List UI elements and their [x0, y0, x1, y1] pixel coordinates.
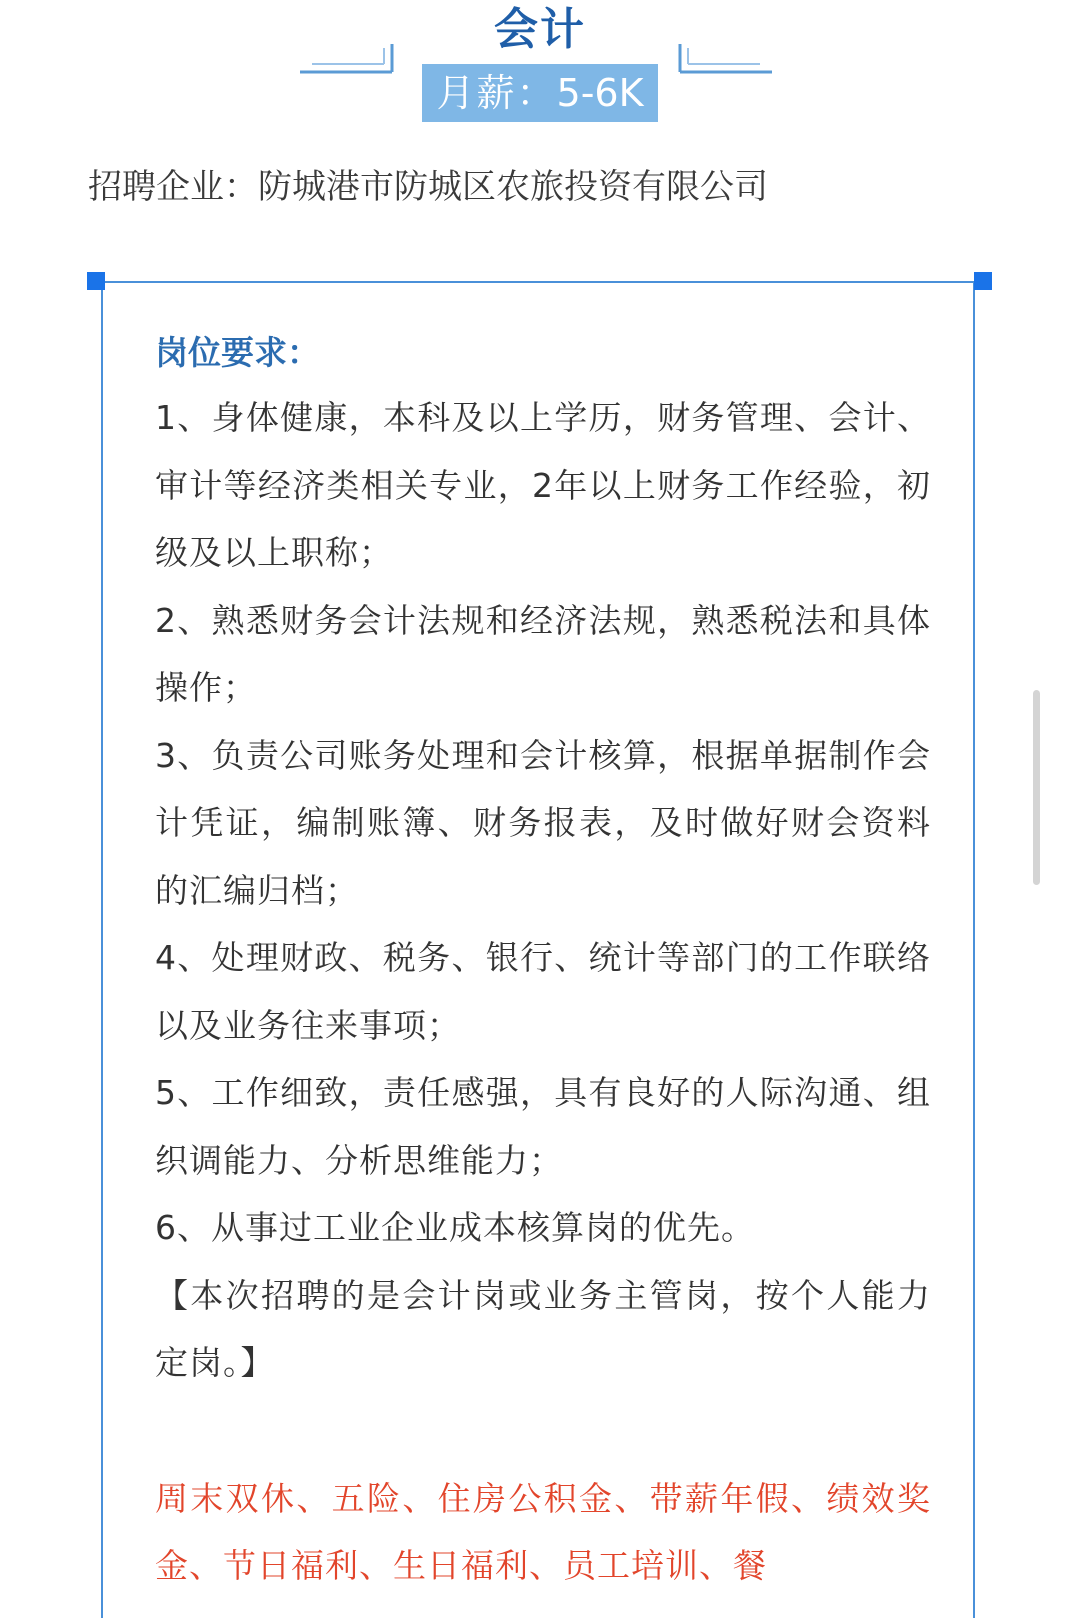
- scrollbar-thumb[interactable]: [1033, 690, 1040, 885]
- box-corner-handle-right: [974, 272, 992, 290]
- salary-badge: [422, 64, 658, 122]
- title-decoration-right: [676, 44, 772, 76]
- requirement-item: 2、熟悉财务会计法规和经济法规，熟悉税法和具体操作；: [155, 600, 931, 707]
- benefits-text: 周末双休、五险、住房公积金、带薪年假、绩效奖金、节日福利、生日福利、员工培训、餐: [155, 1478, 931, 1585]
- requirement-item: 6、从事过工业企业成本核算岗的优先。: [155, 1208, 755, 1247]
- salary-label: 月薪：: [436, 71, 557, 115]
- requirement-item: 1、身体健康，本科及以上学历，财务管理、会计、审计等经济类相关专业，2年以上财务工作经验，初级及以上职称；: [155, 398, 931, 572]
- requirements-content: [155, 322, 931, 1600]
- job-title: 会计: [494, 4, 586, 55]
- spacer: [155, 1397, 931, 1465]
- salary-value: 5-6K: [556, 71, 644, 115]
- company-line: [88, 160, 768, 214]
- requirement-item: 5、工作细致，责任感强，具有良好的人际沟通、组织调能力、分析思维能力；: [155, 1073, 931, 1180]
- requirement-item: 4、处理财政、税务、银行、统计等部门的工作联络以及业务往来事项；: [155, 938, 931, 1045]
- company-name: 防城港市防城区农旅投资有限公司: [258, 167, 768, 207]
- company-label: 招聘企业：: [88, 167, 258, 207]
- requirement-item: 3、负责公司账务处理和会计核算，根据单据制作会计凭证，编制账簿、财务报表，及时做好财会资料的汇编归档；: [155, 735, 931, 910]
- title-decoration-left: [300, 44, 396, 76]
- requirements-heading: 岗位要求：: [155, 333, 320, 372]
- recruitment-note: 【本次招聘的是会计岗或业务主管岗，按个人能力定岗。】: [155, 1275, 931, 1382]
- box-corner-handle-left: [87, 272, 105, 290]
